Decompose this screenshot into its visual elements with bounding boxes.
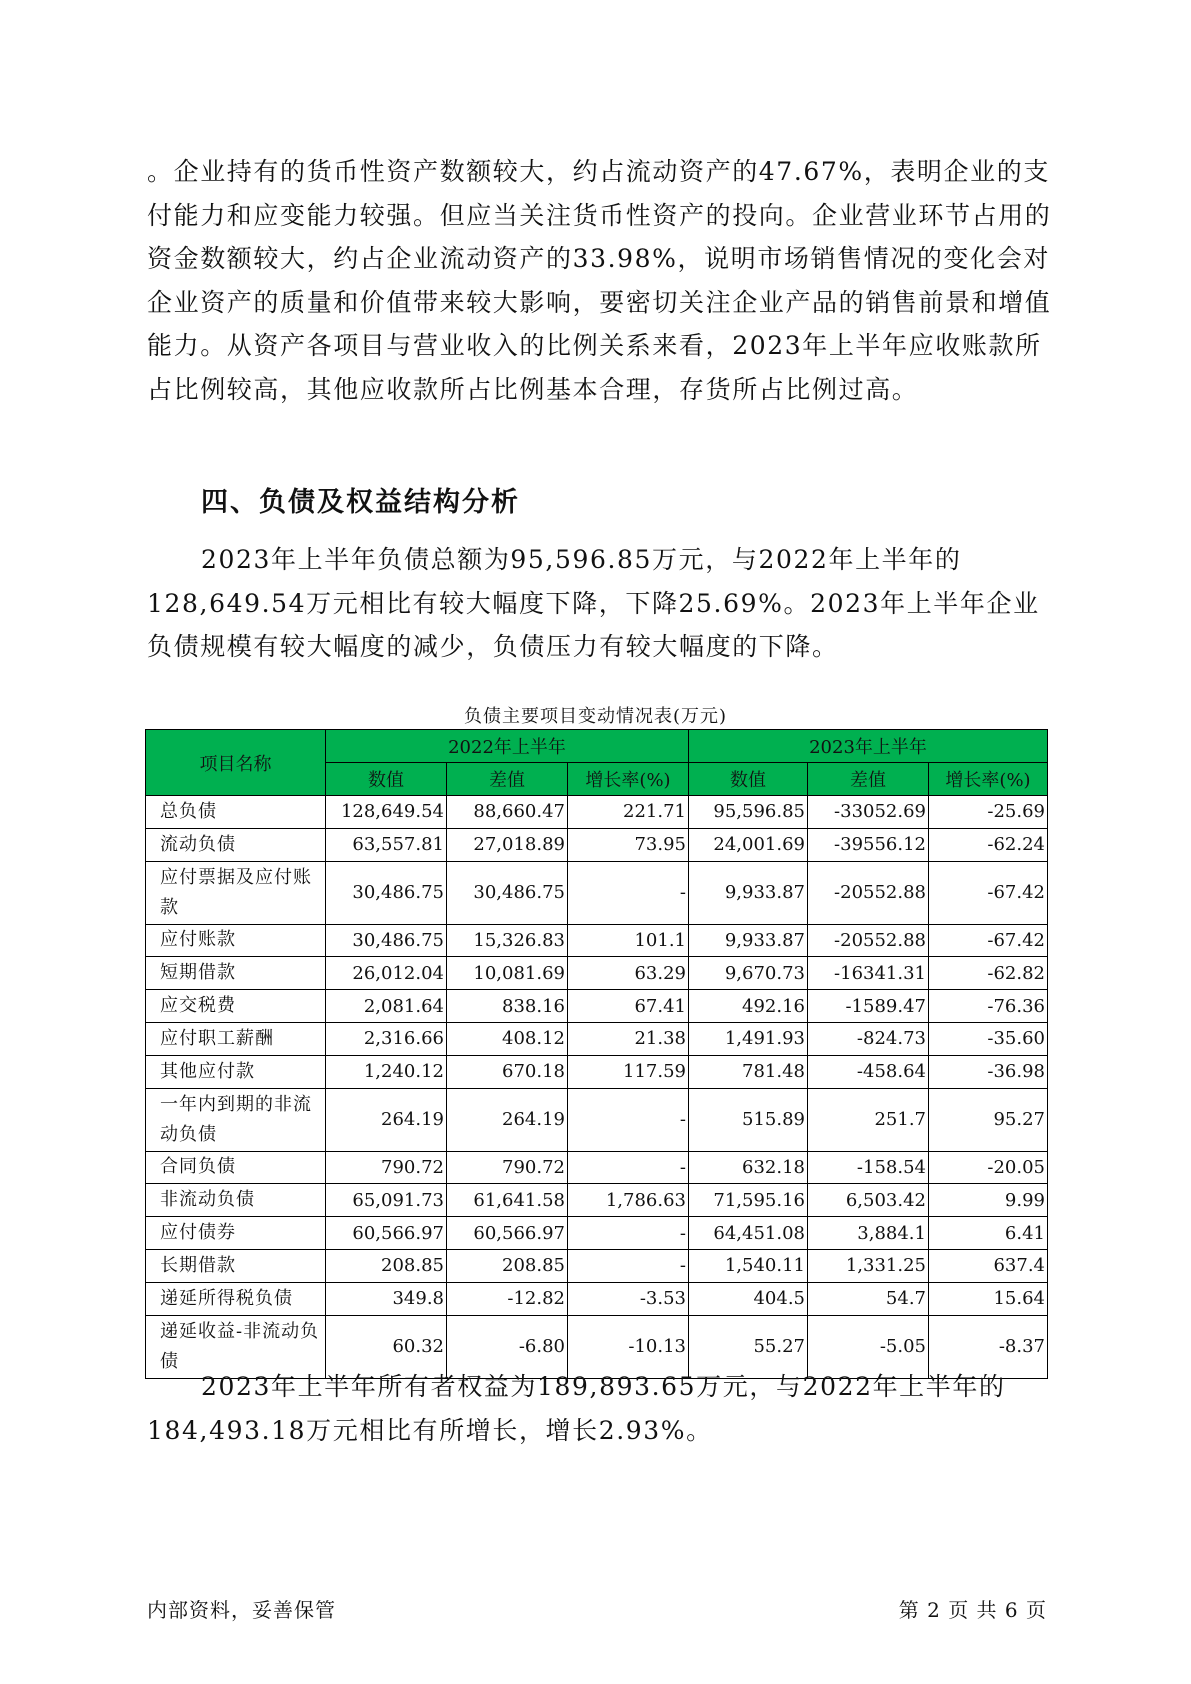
- table-row: [146, 1184, 1048, 1217]
- row-value-cell: 404.5: [689, 1282, 808, 1315]
- row-value-cell: 221.71: [568, 796, 689, 829]
- row-item-name: 应付职工薪酬: [146, 1022, 326, 1055]
- table-row: [146, 924, 1048, 957]
- table-row: [146, 1055, 1048, 1088]
- row-value-cell: 1,240.12: [326, 1055, 447, 1088]
- table-caption: 负债主要项目变动情况表(万元): [463, 706, 728, 727]
- row-value-cell: -25.69: [929, 796, 1048, 829]
- row-item-name: 应付票据及应付账款: [146, 861, 326, 924]
- row-value-cell: -8.37: [929, 1315, 1048, 1378]
- row-value-cell: 838.16: [447, 990, 568, 1023]
- row-item-name: 应交税费: [146, 990, 326, 1023]
- row-value-cell: -20552.88: [808, 924, 929, 957]
- row-value-cell: -6.80: [447, 1315, 568, 1378]
- row-value-cell: 10,081.69: [447, 957, 568, 990]
- row-value-cell: -3.53: [568, 1282, 689, 1315]
- row-item-name: 总负债: [146, 796, 326, 829]
- table-row: [146, 1022, 1048, 1055]
- row-value-cell: 26,012.04: [326, 957, 447, 990]
- table-row: [146, 1282, 1048, 1315]
- row-value-cell: 54.7: [808, 1282, 929, 1315]
- row-value-cell: -1589.47: [808, 990, 929, 1023]
- row-item-name: 流动负债: [146, 828, 326, 861]
- row-value-cell: 492.16: [689, 990, 808, 1023]
- row-value-cell: -39556.12: [808, 828, 929, 861]
- row-value-cell: -36.98: [929, 1055, 1048, 1088]
- row-value-cell: 790.72: [326, 1151, 447, 1184]
- row-value-cell: 6.41: [929, 1217, 1048, 1250]
- row-value-cell: 64,451.08: [689, 1217, 808, 1250]
- row-value-cell: 632.18: [689, 1151, 808, 1184]
- row-value-cell: -33052.69: [808, 796, 929, 829]
- row-value-cell: -20552.88: [808, 861, 929, 924]
- paragraph-asset-analysis: 。企业持有的货币性资产数额较大，约占流动资产的47.67%，表明企业的支付能力和应变能力较强。但应当关注货币性资产的投向。企业营业环节占用的资金数额较大，约占企业流动资产的33.98%，说明市场销售情况的变化会对企业资产的质量和价值带来较大影响，要密切关注企业产品的销售前景和增值能力。从资产各项目与营业收入的比例关系来看，2023年上半年应收账款所占比例较高，其他应收款所占比例基本合理，存货所占比例过高。: [147, 157, 1052, 404]
- table-row: [146, 796, 1048, 829]
- header-col-rate-2023: 增长率(%): [929, 763, 1048, 796]
- row-value-cell: 30,486.75: [326, 924, 447, 957]
- paragraph-liability-summary: 2023年上半年负债总额为95,596.85万元，与2022年上半年的128,649.54万元相比有较大幅度下降，下降25.69%。2023年上半年企业负债规模有较大幅度的减少，负债压力有较大幅度的下降。: [147, 545, 1040, 661]
- row-value-cell: 208.85: [326, 1249, 447, 1282]
- row-value-cell: 9,933.87: [689, 861, 808, 924]
- row-value-cell: -: [568, 861, 689, 924]
- row-value-cell: 1,491.93: [689, 1022, 808, 1055]
- row-value-cell: 637.4: [929, 1249, 1048, 1282]
- row-value-cell: 60,566.97: [326, 1217, 447, 1250]
- row-value-cell: 101.1: [568, 924, 689, 957]
- row-value-cell: 67.41: [568, 990, 689, 1023]
- row-value-cell: -35.60: [929, 1022, 1048, 1055]
- row-value-cell: 27,018.89: [447, 828, 568, 861]
- row-value-cell: -: [568, 1151, 689, 1184]
- row-value-cell: 251.7: [808, 1088, 929, 1151]
- row-value-cell: 408.12: [447, 1022, 568, 1055]
- row-value-cell: 15.64: [929, 1282, 1048, 1315]
- row-value-cell: 65,091.73: [326, 1184, 447, 1217]
- table-row: [146, 1088, 1048, 1151]
- row-value-cell: 2,081.64: [326, 990, 447, 1023]
- row-value-cell: 95.27: [929, 1088, 1048, 1151]
- table-row: [146, 1217, 1048, 1250]
- row-value-cell: 117.59: [568, 1055, 689, 1088]
- row-value-cell: 71,595.16: [689, 1184, 808, 1217]
- row-value-cell: 15,326.83: [447, 924, 568, 957]
- row-value-cell: 73.95: [568, 828, 689, 861]
- row-value-cell: 3,884.1: [808, 1217, 929, 1250]
- row-item-name: 长期借款: [146, 1249, 326, 1282]
- header-group-2022: 2022年上半年: [326, 730, 689, 763]
- table-row: [146, 957, 1048, 990]
- row-value-cell: 30,486.75: [326, 861, 447, 924]
- row-value-cell: 30,486.75: [447, 861, 568, 924]
- row-value-cell: -67.42: [929, 924, 1048, 957]
- row-value-cell: 1,786.63: [568, 1184, 689, 1217]
- row-item-name: 短期借款: [146, 957, 326, 990]
- row-value-cell: 1,540.11: [689, 1249, 808, 1282]
- row-value-cell: -5.05: [808, 1315, 929, 1378]
- row-value-cell: -: [568, 1088, 689, 1151]
- header-col-diff-2023: 差值: [808, 763, 929, 796]
- row-value-cell: 9.99: [929, 1184, 1048, 1217]
- row-value-cell: 349.8: [326, 1282, 447, 1315]
- row-value-cell: 128,649.54: [326, 796, 447, 829]
- row-value-cell: 24,001.69: [689, 828, 808, 861]
- header-col-value-2023: 数值: [689, 763, 808, 796]
- row-value-cell: -: [568, 1249, 689, 1282]
- row-value-cell: -62.82: [929, 957, 1048, 990]
- row-value-cell: 60,566.97: [447, 1217, 568, 1250]
- row-value-cell: 63,557.81: [326, 828, 447, 861]
- header-group-2023: 2023年上半年: [689, 730, 1048, 763]
- header-col-value-2022: 数值: [326, 763, 447, 796]
- row-value-cell: -12.82: [447, 1282, 568, 1315]
- row-value-cell: 9,933.87: [689, 924, 808, 957]
- section-heading: 四、负债及权益结构分析: [201, 487, 520, 518]
- row-value-cell: -67.42: [929, 861, 1048, 924]
- row-value-cell: 781.48: [689, 1055, 808, 1088]
- row-value-cell: 208.85: [447, 1249, 568, 1282]
- row-item-name: 递延所得税负债: [146, 1282, 326, 1315]
- row-value-cell: -158.54: [808, 1151, 929, 1184]
- row-item-name: 非流动负债: [146, 1184, 326, 1217]
- table-row: [146, 828, 1048, 861]
- row-value-cell: 61,641.58: [447, 1184, 568, 1217]
- row-value-cell: -: [568, 1217, 689, 1250]
- row-value-cell: 63.29: [568, 957, 689, 990]
- row-value-cell: 670.18: [447, 1055, 568, 1088]
- row-item-name: 递延收益-非流动负债: [146, 1315, 326, 1378]
- row-value-cell: -62.24: [929, 828, 1048, 861]
- footer-confidential-note: 内部资料，妥善保管: [147, 1598, 336, 1622]
- header-item-name: 项目名称: [146, 730, 326, 796]
- table-row: [146, 1249, 1048, 1282]
- row-value-cell: 88,660.47: [447, 796, 568, 829]
- row-value-cell: 264.19: [326, 1088, 447, 1151]
- header-col-rate-2022: 增长率(%): [568, 763, 689, 796]
- row-value-cell: -824.73: [808, 1022, 929, 1055]
- footer-page-number: 第 2 页 共 6 页: [898, 1598, 1047, 1622]
- row-value-cell: 55.27: [689, 1315, 808, 1378]
- row-value-cell: 60.32: [326, 1315, 447, 1378]
- row-item-name: 应付账款: [146, 924, 326, 957]
- row-value-cell: 1,331.25: [808, 1249, 929, 1282]
- table-row: [146, 1151, 1048, 1184]
- row-value-cell: -20.05: [929, 1151, 1048, 1184]
- row-item-name: 合同负债: [146, 1151, 326, 1184]
- row-value-cell: -16341.31: [808, 957, 929, 990]
- row-value-cell: 6,503.42: [808, 1184, 929, 1217]
- row-item-name: 其他应付款: [146, 1055, 326, 1088]
- liability-table: [145, 729, 1048, 1379]
- row-value-cell: 264.19: [447, 1088, 568, 1151]
- row-item-name: 一年内到期的非流动负债: [146, 1088, 326, 1151]
- header-col-diff-2022: 差值: [447, 763, 568, 796]
- row-value-cell: 21.38: [568, 1022, 689, 1055]
- row-value-cell: -76.36: [929, 990, 1048, 1023]
- row-value-cell: 515.89: [689, 1088, 808, 1151]
- table-row: [146, 990, 1048, 1023]
- row-value-cell: -10.13: [568, 1315, 689, 1378]
- row-item-name: 应付债券: [146, 1217, 326, 1250]
- paragraph-equity-summary: 2023年上半年所有者权益为189,893.65万元，与2022年上半年的184,493.18万元相比有所增长，增长2.93%。: [147, 1372, 1006, 1445]
- row-value-cell: 790.72: [447, 1151, 568, 1184]
- row-value-cell: -458.64: [808, 1055, 929, 1088]
- table-row: [146, 861, 1048, 924]
- row-value-cell: 2,316.66: [326, 1022, 447, 1055]
- row-value-cell: 9,670.73: [689, 957, 808, 990]
- row-value-cell: 95,596.85: [689, 796, 808, 829]
